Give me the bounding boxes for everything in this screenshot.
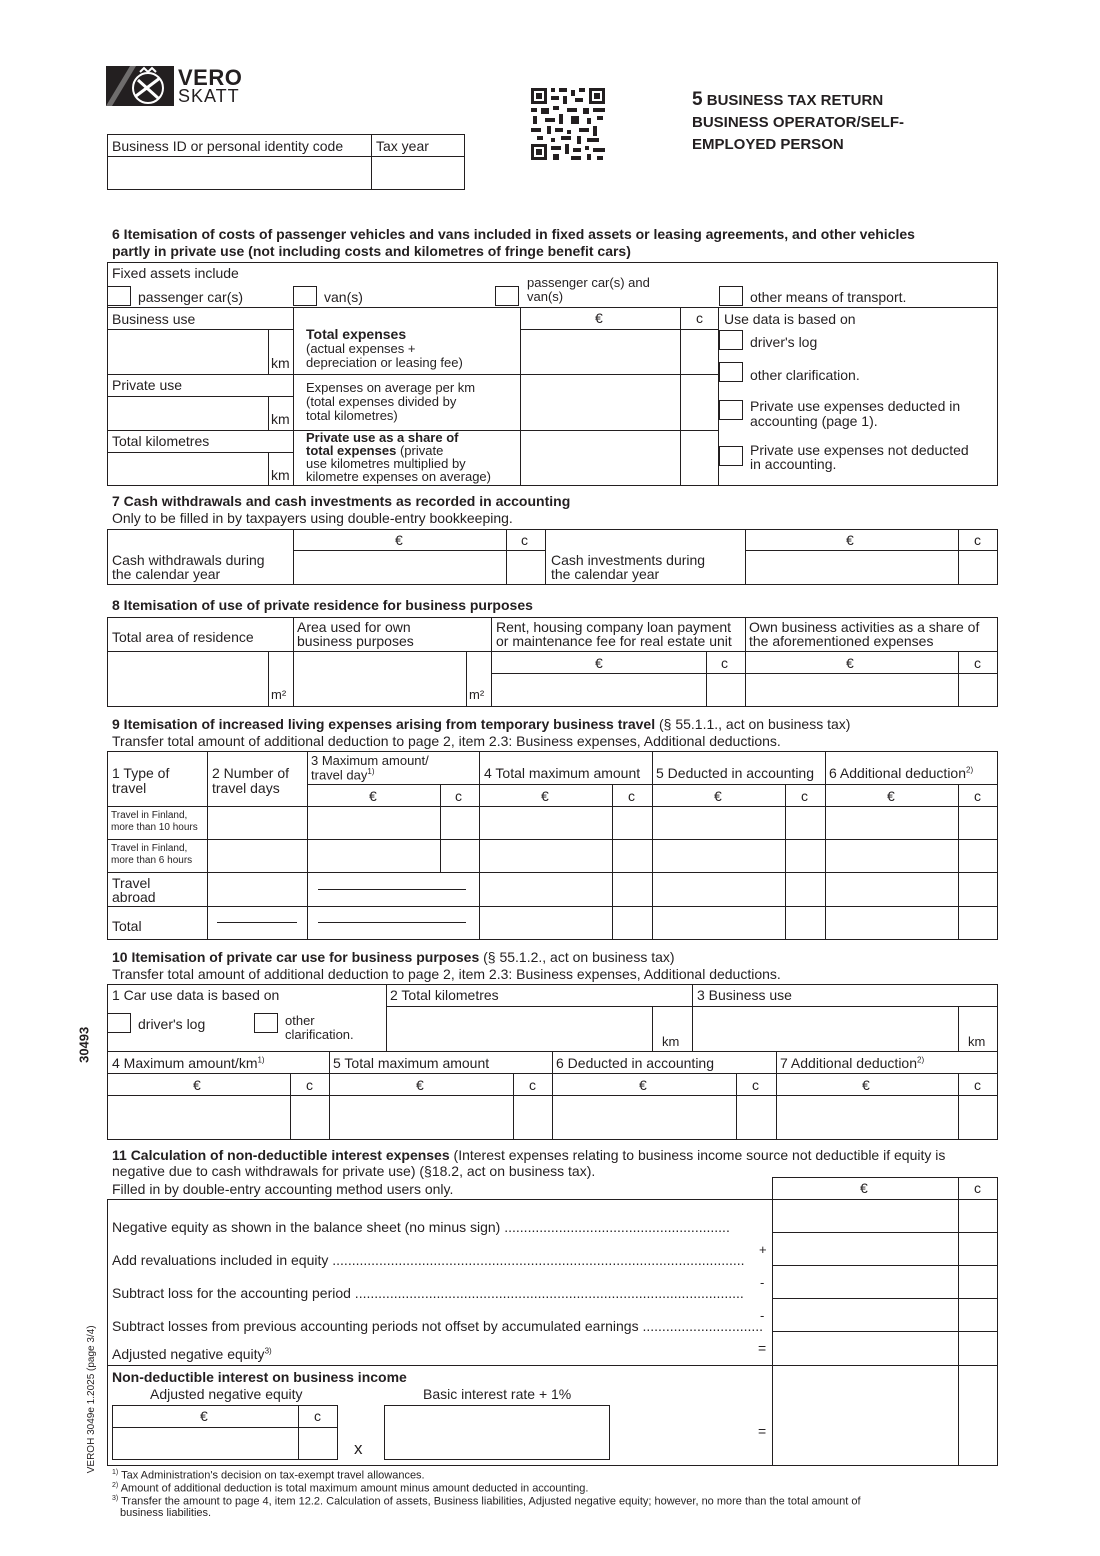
s11-note: Filled in by double-entry accounting method users only. (112, 1181, 454, 1197)
s11-title: 11 Calculation of non-deductible interest expenses (Interest expenses relating to business income source not deductible if equity is (112, 1147, 946, 1163)
travel-abroad-days-field[interactable] (209, 874, 306, 905)
brand-vero: VERO (178, 65, 243, 90)
checkbox-drivers-log[interactable] (719, 330, 743, 350)
losses-previous-field[interactable] (774, 1300, 957, 1330)
tax-year-label: Tax year (376, 138, 429, 154)
s10-note: Transfer total amount of additional deduction to page 2, item 2.3: Business expenses, Additional deductions. (112, 966, 781, 982)
adjusted-negative-equity-field[interactable] (774, 1333, 957, 1364)
car-business-use-field[interactable] (694, 1008, 957, 1050)
business-use-km-field[interactable] (109, 331, 267, 373)
s7-note: Only to be filled in by taxpayers using double-entry bookkeeping. (112, 510, 513, 526)
footnote-3-cont: business liabilities. (120, 1507, 212, 1519)
s10-title: 10 Itemisation of private car use for business purposes (§ 55.1.2., act on business tax) (112, 949, 675, 965)
basic-interest-rate-field[interactable] (384, 1405, 610, 1460)
brand-skatt: SKATT (178, 86, 240, 106)
s8-title: 8 Itemisation of use of private residence for business purposes (112, 597, 533, 613)
loss-period-field[interactable] (774, 1267, 957, 1297)
s6-title-2: partly in private use (not including costs and kilometres of fringe benefit cars) (112, 243, 631, 259)
rent-field[interactable] (493, 675, 744, 705)
lion-emblem-icon (106, 66, 174, 106)
checkbox-passenger-cars[interactable] (107, 286, 131, 306)
cash-investments-field[interactable] (747, 552, 996, 583)
total-km-field[interactable] (109, 454, 267, 485)
car-total-km-field[interactable] (388, 1008, 651, 1050)
max-amount-km-field[interactable] (109, 1097, 289, 1139)
qr-code-icon (531, 88, 605, 160)
s9-title: 9 Itemisation of increased living expenses arising from temporary business travel (§ 55.1.1., act on business tax) (112, 716, 851, 732)
total-expenses-eur-field[interactable] (522, 331, 679, 373)
s7-title: 7 Cash withdrawals and cash investments as recorded in accounting (112, 493, 571, 509)
tax-year-field[interactable] (373, 158, 464, 188)
avg-expenses-eur-field[interactable] (522, 376, 679, 429)
travel-fi-10h-days-field[interactable] (209, 808, 306, 838)
form-number: 5 (692, 89, 703, 110)
form-title: 5 BUSINESS TAX RETURN BUSINESS OPERATOR/SELF- EMPLOYED PERSON (692, 89, 904, 153)
non-deductible-interest-field[interactable] (774, 1367, 957, 1465)
footnote-1: $^{1)}$ Tax Administration's decision on tax-exempt travel allowances. (112, 1469, 425, 1482)
checkbox-car-drivers-log[interactable] (107, 1013, 131, 1033)
checkbox-vans[interactable] (293, 286, 317, 306)
additional-deduction-field[interactable] (778, 1097, 957, 1139)
checkbox-other-transport[interactable] (719, 286, 743, 306)
revaluations-field[interactable] (774, 1234, 957, 1264)
total-max-amount-field[interactable] (331, 1097, 512, 1139)
s6-title-1: 6 Itemisation of costs of passenger vehicles and vans included in fixed assets or leasing agreements, and other vehicles (112, 226, 915, 242)
business-id-field[interactable] (109, 158, 370, 188)
total-area-field[interactable] (109, 653, 267, 705)
form-reference: VEROH 3049e 1.2025 (page 3/4) (85, 1325, 97, 1474)
footnote-3: $^{3)}$ Transfer the amount to page 4, item 12.2. Calculation of assets, Business liabilities, Adjusted negative equity; however, no more than the total amount of (112, 1495, 861, 1508)
private-use-km-field[interactable] (109, 398, 267, 429)
own-share-field[interactable] (747, 675, 996, 705)
negative-equity-field[interactable] (774, 1201, 957, 1231)
checkbox-car-other-clarification[interactable] (254, 1013, 278, 1033)
business-area-field[interactable] (295, 653, 465, 705)
checkbox-private-not-deducted[interactable] (719, 446, 743, 466)
business-id-label: Business ID or personal identity code (112, 138, 344, 154)
deducted-accounting-field[interactable] (554, 1097, 735, 1139)
additional-deduction-total-field[interactable] (827, 908, 957, 939)
checkbox-private-deducted[interactable] (719, 400, 743, 420)
adj-neg-equity-calc-field[interactable] (114, 1429, 297, 1459)
footnote-2: $^{2)}$ Amount of additional deduction is total maximum amount minus amount deducted in accounting. (112, 1482, 589, 1495)
private-share-eur-field[interactable] (522, 432, 679, 485)
s9-note: Transfer total amount of additional deduction to page 2, item 2.3: Business expenses, Additional deductions. (112, 733, 781, 749)
travel-fi-6h-days-field[interactable] (209, 841, 306, 871)
checkbox-passenger-and-vans[interactable] (495, 286, 519, 306)
cash-withdrawals-field[interactable] (295, 552, 544, 583)
s11-title-2: negative due to cash withdrawals for private use) (§18.2, act on business tax). (112, 1163, 596, 1179)
checkbox-other-clarification[interactable] (719, 362, 743, 382)
form-code: 30493 (76, 1026, 92, 1063)
vero-logo (106, 66, 242, 106)
